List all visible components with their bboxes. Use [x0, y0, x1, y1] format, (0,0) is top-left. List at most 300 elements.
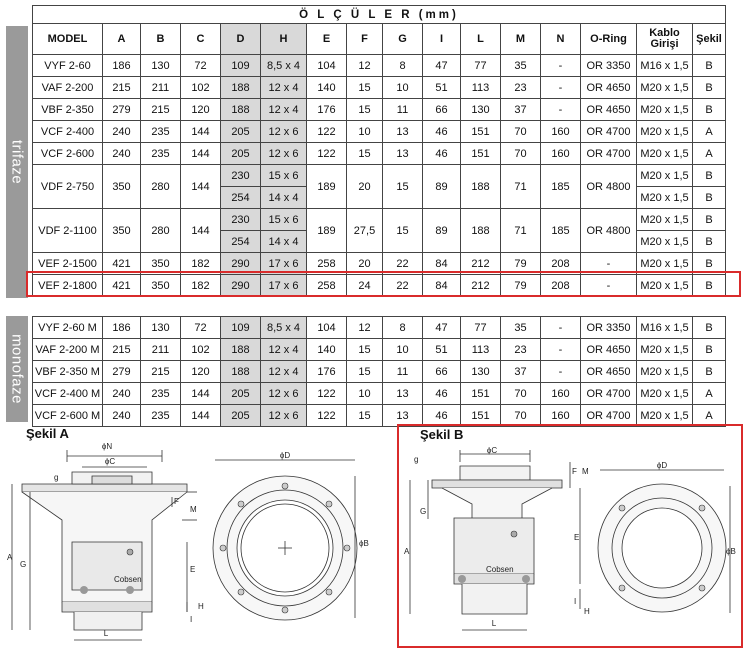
table-cell-m: 70 — [501, 121, 541, 143]
table-cell-f: 15 — [347, 405, 383, 427]
table-cell-h: 14 x 4 — [261, 187, 307, 209]
table-cell-l: 212 — [461, 253, 501, 275]
table-cell-oring: OR 4700 — [581, 405, 637, 427]
table-cell-model: VAF 2-200 — [33, 77, 103, 99]
table-cell-h: 12 x 6 — [261, 121, 307, 143]
table-cell-oring: - — [581, 275, 637, 297]
table-cell-c: 120 — [181, 361, 221, 383]
table-cell-b: 235 — [141, 405, 181, 427]
table-cell-l: 113 — [461, 77, 501, 99]
table-cell-kablo: M20 x 1,5 — [637, 275, 693, 297]
table-cell-n: 160 — [541, 383, 581, 405]
table-cell-i: 46 — [423, 383, 461, 405]
table-cell-a: 186 — [103, 55, 141, 77]
table-cell-a: 186 — [103, 317, 141, 339]
label-m: M — [582, 467, 589, 476]
table-cell-c: 102 — [181, 339, 221, 361]
table-cell-i: 84 — [423, 253, 461, 275]
table-cell-d: 109 — [221, 55, 261, 77]
table-row — [33, 383, 726, 405]
table-cell-m: 71 — [501, 209, 541, 253]
table-cell-kablo: M20 x 1,5 — [637, 187, 693, 209]
table-row — [33, 77, 726, 99]
table-cell-l: 212 — [461, 275, 501, 297]
table-cell-oring: OR 4800 — [581, 165, 637, 209]
column-header: I — [423, 24, 461, 55]
table-cell-model: VBF 2-350 — [33, 99, 103, 121]
table-cell-f: 20 — [347, 165, 383, 209]
table-cell-d: 188 — [221, 77, 261, 99]
monofaze-tab — [6, 316, 28, 422]
table-cell-e: 258 — [307, 253, 347, 275]
table-cell-h: 8,5 x 4 — [261, 317, 307, 339]
table-cell-b: 280 — [141, 165, 181, 209]
label-g-small: g — [414, 455, 419, 464]
column-header: F — [347, 24, 383, 55]
table-cell-i: 46 — [423, 405, 461, 427]
table-cell-b: 235 — [141, 143, 181, 165]
table-cell-n: - — [541, 339, 581, 361]
table-cell-m: 23 — [501, 77, 541, 99]
table-cell-i: 46 — [423, 143, 461, 165]
table-cell-kablo: M20 x 1,5 — [637, 231, 693, 253]
label-i: I — [574, 597, 577, 606]
label-a: A — [404, 547, 410, 556]
table-cell-oring: OR 3350 — [581, 55, 637, 77]
table-cell-b: 235 — [141, 383, 181, 405]
table-cell-h: 17 x 6 — [261, 275, 307, 297]
table-row — [33, 253, 726, 275]
table-row — [33, 361, 726, 383]
table-cell-l: 77 — [461, 55, 501, 77]
table-cell-kablo: M20 x 1,5 — [637, 361, 693, 383]
table-cell-model: VYF 2-60 M — [33, 317, 103, 339]
table-cell-model: VAF 2-200 M — [33, 339, 103, 361]
table-cell-model: VCF 2-400 M — [33, 383, 103, 405]
table-cell-a: 240 — [103, 383, 141, 405]
table-cell-oring: OR 4650 — [581, 99, 637, 121]
table-cell-sekil: A — [693, 383, 726, 405]
table-cell-oring: OR 4650 — [581, 361, 637, 383]
table-cell-h: 17 x 6 — [261, 253, 307, 275]
table-cell-c: 144 — [181, 121, 221, 143]
label-i: I — [190, 615, 193, 624]
table-cell-b: 211 — [141, 77, 181, 99]
column-header: Şekil — [693, 24, 726, 55]
column-header: H — [261, 24, 307, 55]
table-cell-f: 15 — [347, 77, 383, 99]
table-cell-oring: OR 4650 — [581, 77, 637, 99]
table-cell-f: 15 — [347, 339, 383, 361]
table-cell-i: 89 — [423, 209, 461, 253]
label-g: G — [420, 507, 427, 516]
table-cell-sekil: B — [693, 231, 726, 253]
label-l: L — [491, 619, 497, 628]
table-cell-d: 188 — [221, 99, 261, 121]
table-cell-b: 215 — [141, 99, 181, 121]
figure-a-side-view — [2, 442, 212, 647]
column-header: A — [103, 24, 141, 55]
table-cell-kablo: M20 x 1,5 — [637, 143, 693, 165]
table-cell-a: 240 — [103, 405, 141, 427]
table-cell-sekil: A — [693, 121, 726, 143]
trifaze-tab — [6, 26, 28, 298]
table-cell-g: 15 — [383, 165, 423, 209]
table-cell-l: 151 — [461, 121, 501, 143]
table-cell-i: 51 — [423, 77, 461, 99]
label-l: L — [103, 629, 109, 638]
table-cell-g: 8 — [383, 317, 423, 339]
table-cell-b: 350 — [141, 253, 181, 275]
label-d: ϕD — [656, 461, 668, 470]
table-cell-oring: - — [581, 253, 637, 275]
table-cell-h: 15 x 6 — [261, 165, 307, 187]
figure-b-title: Şekil B — [420, 427, 464, 442]
table-cell-e: 176 — [307, 99, 347, 121]
table-cell-f: 15 — [347, 99, 383, 121]
table-cell-g: 13 — [383, 405, 423, 427]
column-header: D — [221, 24, 261, 55]
table-cell-sekil: B — [693, 339, 726, 361]
table-cell-e: 189 — [307, 165, 347, 209]
table-cell-g: 8 — [383, 55, 423, 77]
table-cell-model: VCF 2-600 M — [33, 405, 103, 427]
table-cell-sekil: B — [693, 317, 726, 339]
label-e: E — [574, 533, 580, 542]
table-cell-kablo: M16 x 1,5 — [637, 317, 693, 339]
table-cell-b: 235 — [141, 121, 181, 143]
table-cell-kablo: M20 x 1,5 — [637, 165, 693, 187]
table-cell-m: 37 — [501, 99, 541, 121]
table-cell-sekil: B — [693, 253, 726, 275]
table-cell-f: 10 — [347, 383, 383, 405]
table-cell-f: 24 — [347, 275, 383, 297]
table-cell-c: 182 — [181, 275, 221, 297]
table-cell-m: 70 — [501, 383, 541, 405]
table-cell-h: 14 x 4 — [261, 231, 307, 253]
table-cell-oring: OR 4700 — [581, 383, 637, 405]
table-cell-n: 208 — [541, 253, 581, 275]
table-cell-a: 350 — [103, 165, 141, 209]
table-cell-e: 122 — [307, 121, 347, 143]
table-cell-c: 72 — [181, 55, 221, 77]
table-cell-kablo: M20 x 1,5 — [637, 77, 693, 99]
table-cell-n: - — [541, 361, 581, 383]
label-c: ϕC — [104, 457, 116, 466]
figure-b-side-view — [402, 444, 592, 639]
table-cell-kablo: M20 x 1,5 — [637, 121, 693, 143]
table-cell-l: 130 — [461, 99, 501, 121]
table-cell-g: 13 — [383, 383, 423, 405]
table-cell-e: 140 — [307, 339, 347, 361]
table-cell-g: 11 — [383, 99, 423, 121]
table-cell-l: 151 — [461, 143, 501, 165]
table-cell-a: 421 — [103, 253, 141, 275]
label-f: F — [174, 497, 179, 506]
table-cell-n: - — [541, 55, 581, 77]
table-cell-sekil: B — [693, 275, 726, 297]
table-cell-h: 12 x 4 — [261, 77, 307, 99]
brand-mark: Cobsen — [486, 565, 514, 574]
table-cell-model: VYF 2-60 — [33, 55, 103, 77]
table-row — [33, 317, 726, 339]
table-cell-h: 12 x 6 — [261, 383, 307, 405]
table-cell-sekil: B — [693, 187, 726, 209]
monofaze-dimension-table — [32, 316, 726, 427]
table-cell-d: 290 — [221, 275, 261, 297]
table-cell-n: 160 — [541, 143, 581, 165]
table-cell-m: 23 — [501, 339, 541, 361]
table-cell-d: 254 — [221, 231, 261, 253]
table-row — [33, 99, 726, 121]
table-cell-d: 230 — [221, 209, 261, 231]
table-cell-m: 79 — [501, 275, 541, 297]
table-cell-e: 122 — [307, 383, 347, 405]
table-cell-c: 72 — [181, 317, 221, 339]
table-cell-a: 279 — [103, 361, 141, 383]
table-cell-d: 188 — [221, 361, 261, 383]
table-caption: Ö L Ç Ü L E R (mm) — [33, 6, 726, 24]
table-cell-f: 12 — [347, 55, 383, 77]
label-b: ϕB — [359, 539, 369, 548]
table-cell-d: 188 — [221, 339, 261, 361]
table-cell-h: 8,5 x 4 — [261, 55, 307, 77]
table-cell-i: 66 — [423, 99, 461, 121]
figure-a-title: Şekil A — [26, 426, 69, 441]
label-b: ϕB — [726, 547, 736, 556]
table-cell-g: 22 — [383, 275, 423, 297]
table-cell-l: 130 — [461, 361, 501, 383]
table-cell-d: 205 — [221, 143, 261, 165]
table-cell-c: 144 — [181, 209, 221, 253]
table-cell-f: 15 — [347, 143, 383, 165]
table-cell-g: 22 — [383, 253, 423, 275]
table-cell-g: 10 — [383, 339, 423, 361]
table-cell-f: 20 — [347, 253, 383, 275]
column-header: B — [141, 24, 181, 55]
table-cell-c: 144 — [181, 383, 221, 405]
table-cell-d: 109 — [221, 317, 261, 339]
table-cell-e: 104 — [307, 55, 347, 77]
table-cell-i: 66 — [423, 361, 461, 383]
table-cell-d: 230 — [221, 165, 261, 187]
table-cell-model: VBF 2-350 M — [33, 361, 103, 383]
table-cell-h: 15 x 6 — [261, 209, 307, 231]
table-cell-e: 104 — [307, 317, 347, 339]
table-cell-c: 182 — [181, 253, 221, 275]
table-cell-l: 113 — [461, 339, 501, 361]
table-cell-a: 350 — [103, 209, 141, 253]
column-header: C — [181, 24, 221, 55]
table-cell-sekil: B — [693, 99, 726, 121]
brand-mark: Cobsen — [114, 575, 142, 584]
table-cell-g: 13 — [383, 143, 423, 165]
monofaze-label: monofaze — [8, 334, 26, 404]
table-cell-i: 51 — [423, 339, 461, 361]
table-cell-kablo: M20 x 1,5 — [637, 405, 693, 427]
table-cell-i: 46 — [423, 121, 461, 143]
table-row — [33, 121, 726, 143]
table-cell-h: 12 x 6 — [261, 405, 307, 427]
table-cell-n: 160 — [541, 405, 581, 427]
table-cell-g: 10 — [383, 77, 423, 99]
table-cell-oring: OR 4700 — [581, 143, 637, 165]
table-cell-a: 279 — [103, 99, 141, 121]
table-cell-sekil: B — [693, 55, 726, 77]
table-cell-b: 350 — [141, 275, 181, 297]
table-cell-i: 84 — [423, 275, 461, 297]
table-cell-d: 290 — [221, 253, 261, 275]
table-cell-e: 176 — [307, 361, 347, 383]
table-cell-m: 70 — [501, 143, 541, 165]
table-cell-d: 205 — [221, 383, 261, 405]
table-cell-model: VCF 2-400 — [33, 121, 103, 143]
table-cell-f: 12 — [347, 317, 383, 339]
table-cell-c: 144 — [181, 165, 221, 209]
table-cell-b: 130 — [141, 55, 181, 77]
table-cell-i: 47 — [423, 55, 461, 77]
table-cell-b: 211 — [141, 339, 181, 361]
table-cell-oring: OR 4700 — [581, 121, 637, 143]
table-cell-e: 122 — [307, 405, 347, 427]
table-row — [33, 339, 726, 361]
table-cell-l: 77 — [461, 317, 501, 339]
table-cell-n: - — [541, 317, 581, 339]
label-h: H — [584, 607, 590, 616]
table-cell-c: 144 — [181, 143, 221, 165]
table-cell-l: 188 — [461, 165, 501, 209]
table-cell-n: 208 — [541, 275, 581, 297]
table-cell-e: 258 — [307, 275, 347, 297]
column-header: N — [541, 24, 581, 55]
label-n: ϕN — [101, 442, 113, 451]
table-cell-n: 185 — [541, 209, 581, 253]
table-cell-a: 421 — [103, 275, 141, 297]
column-header: MODEL — [33, 24, 103, 55]
table-cell-b: 280 — [141, 209, 181, 253]
table-cell-a: 215 — [103, 77, 141, 99]
table-cell-m: 70 — [501, 405, 541, 427]
table-cell-kablo: M20 x 1,5 — [637, 253, 693, 275]
label-e: E — [190, 565, 196, 574]
label-h: H — [198, 602, 204, 611]
table-cell-l: 151 — [461, 383, 501, 405]
table-cell-m: 35 — [501, 317, 541, 339]
table-cell-c: 102 — [181, 77, 221, 99]
table-cell-l: 188 — [461, 209, 501, 253]
table-cell-a: 215 — [103, 339, 141, 361]
table-cell-sekil: B — [693, 361, 726, 383]
trifaze-label: trifaze — [8, 139, 26, 185]
table-cell-m: 79 — [501, 253, 541, 275]
column-header: L — [461, 24, 501, 55]
label-c: ϕC — [486, 446, 498, 455]
table-cell-model: VDF 2-1100 — [33, 209, 103, 253]
column-header: Kablo Girişi — [637, 24, 693, 55]
table-cell-m: 37 — [501, 361, 541, 383]
table-cell-n: 185 — [541, 165, 581, 209]
table-cell-c: 144 — [181, 405, 221, 427]
table-cell-kablo: M20 x 1,5 — [637, 383, 693, 405]
table-cell-a: 240 — [103, 121, 141, 143]
table-cell-sekil: A — [693, 143, 726, 165]
table-cell-e: 140 — [307, 77, 347, 99]
table-cell-kablo: M20 x 1,5 — [637, 99, 693, 121]
table-cell-h: 12 x 4 — [261, 339, 307, 361]
label-a: A — [7, 553, 13, 562]
column-header: O-Ring — [581, 24, 637, 55]
table-cell-kablo: M20 x 1,5 — [637, 209, 693, 231]
table-cell-n: - — [541, 99, 581, 121]
table-cell-g: 13 — [383, 121, 423, 143]
table-cell-f: 27,5 — [347, 209, 383, 253]
table-cell-kablo: M16 x 1,5 — [637, 55, 693, 77]
table-cell-l: 151 — [461, 405, 501, 427]
table-row — [33, 55, 726, 77]
figure-b-top-view — [592, 458, 737, 618]
figure-a-top-view — [205, 448, 369, 618]
table-cell-n: - — [541, 77, 581, 99]
table-cell-g: 11 — [383, 361, 423, 383]
label-f: F — [572, 467, 577, 476]
trifaze-dimension-table — [32, 5, 726, 297]
table-cell-model: VEF 2-1500 — [33, 253, 103, 275]
table-cell-sekil: B — [693, 209, 726, 231]
table-cell-f: 10 — [347, 121, 383, 143]
table-cell-d: 205 — [221, 121, 261, 143]
table-cell-m: 35 — [501, 55, 541, 77]
table-cell-sekil: A — [693, 405, 726, 427]
column-header: E — [307, 24, 347, 55]
table-cell-sekil: B — [693, 165, 726, 187]
table-cell-b: 130 — [141, 317, 181, 339]
table-row — [33, 165, 726, 187]
label-m: M — [190, 505, 197, 514]
table-row — [33, 143, 726, 165]
table-cell-model: VDF 2-750 — [33, 165, 103, 209]
table-row — [33, 275, 726, 297]
label-g-small: g — [54, 473, 59, 482]
table-cell-d: 254 — [221, 187, 261, 209]
table-cell-sekil: B — [693, 77, 726, 99]
table-cell-oring: OR 3350 — [581, 317, 637, 339]
column-header: M — [501, 24, 541, 55]
table-cell-oring: OR 4650 — [581, 339, 637, 361]
table-cell-model: VCF 2-600 — [33, 143, 103, 165]
table-cell-kablo: M20 x 1,5 — [637, 339, 693, 361]
table-cell-a: 240 — [103, 143, 141, 165]
table-cell-h: 12 x 6 — [261, 143, 307, 165]
table-cell-n: 160 — [541, 121, 581, 143]
table-cell-e: 189 — [307, 209, 347, 253]
table-cell-e: 122 — [307, 143, 347, 165]
table-cell-g: 15 — [383, 209, 423, 253]
table-cell-b: 215 — [141, 361, 181, 383]
table-cell-i: 89 — [423, 165, 461, 209]
label-d: ϕD — [279, 451, 291, 460]
table-cell-h: 12 x 4 — [261, 361, 307, 383]
table-row — [33, 209, 726, 231]
column-header: G — [383, 24, 423, 55]
table-cell-i: 47 — [423, 317, 461, 339]
table-cell-c: 120 — [181, 99, 221, 121]
table-cell-m: 71 — [501, 165, 541, 209]
table-cell-model: VEF 2-1800 — [33, 275, 103, 297]
label-g: G — [20, 560, 27, 569]
table-cell-h: 12 x 4 — [261, 99, 307, 121]
table-cell-f: 15 — [347, 361, 383, 383]
table-cell-d: 205 — [221, 405, 261, 427]
